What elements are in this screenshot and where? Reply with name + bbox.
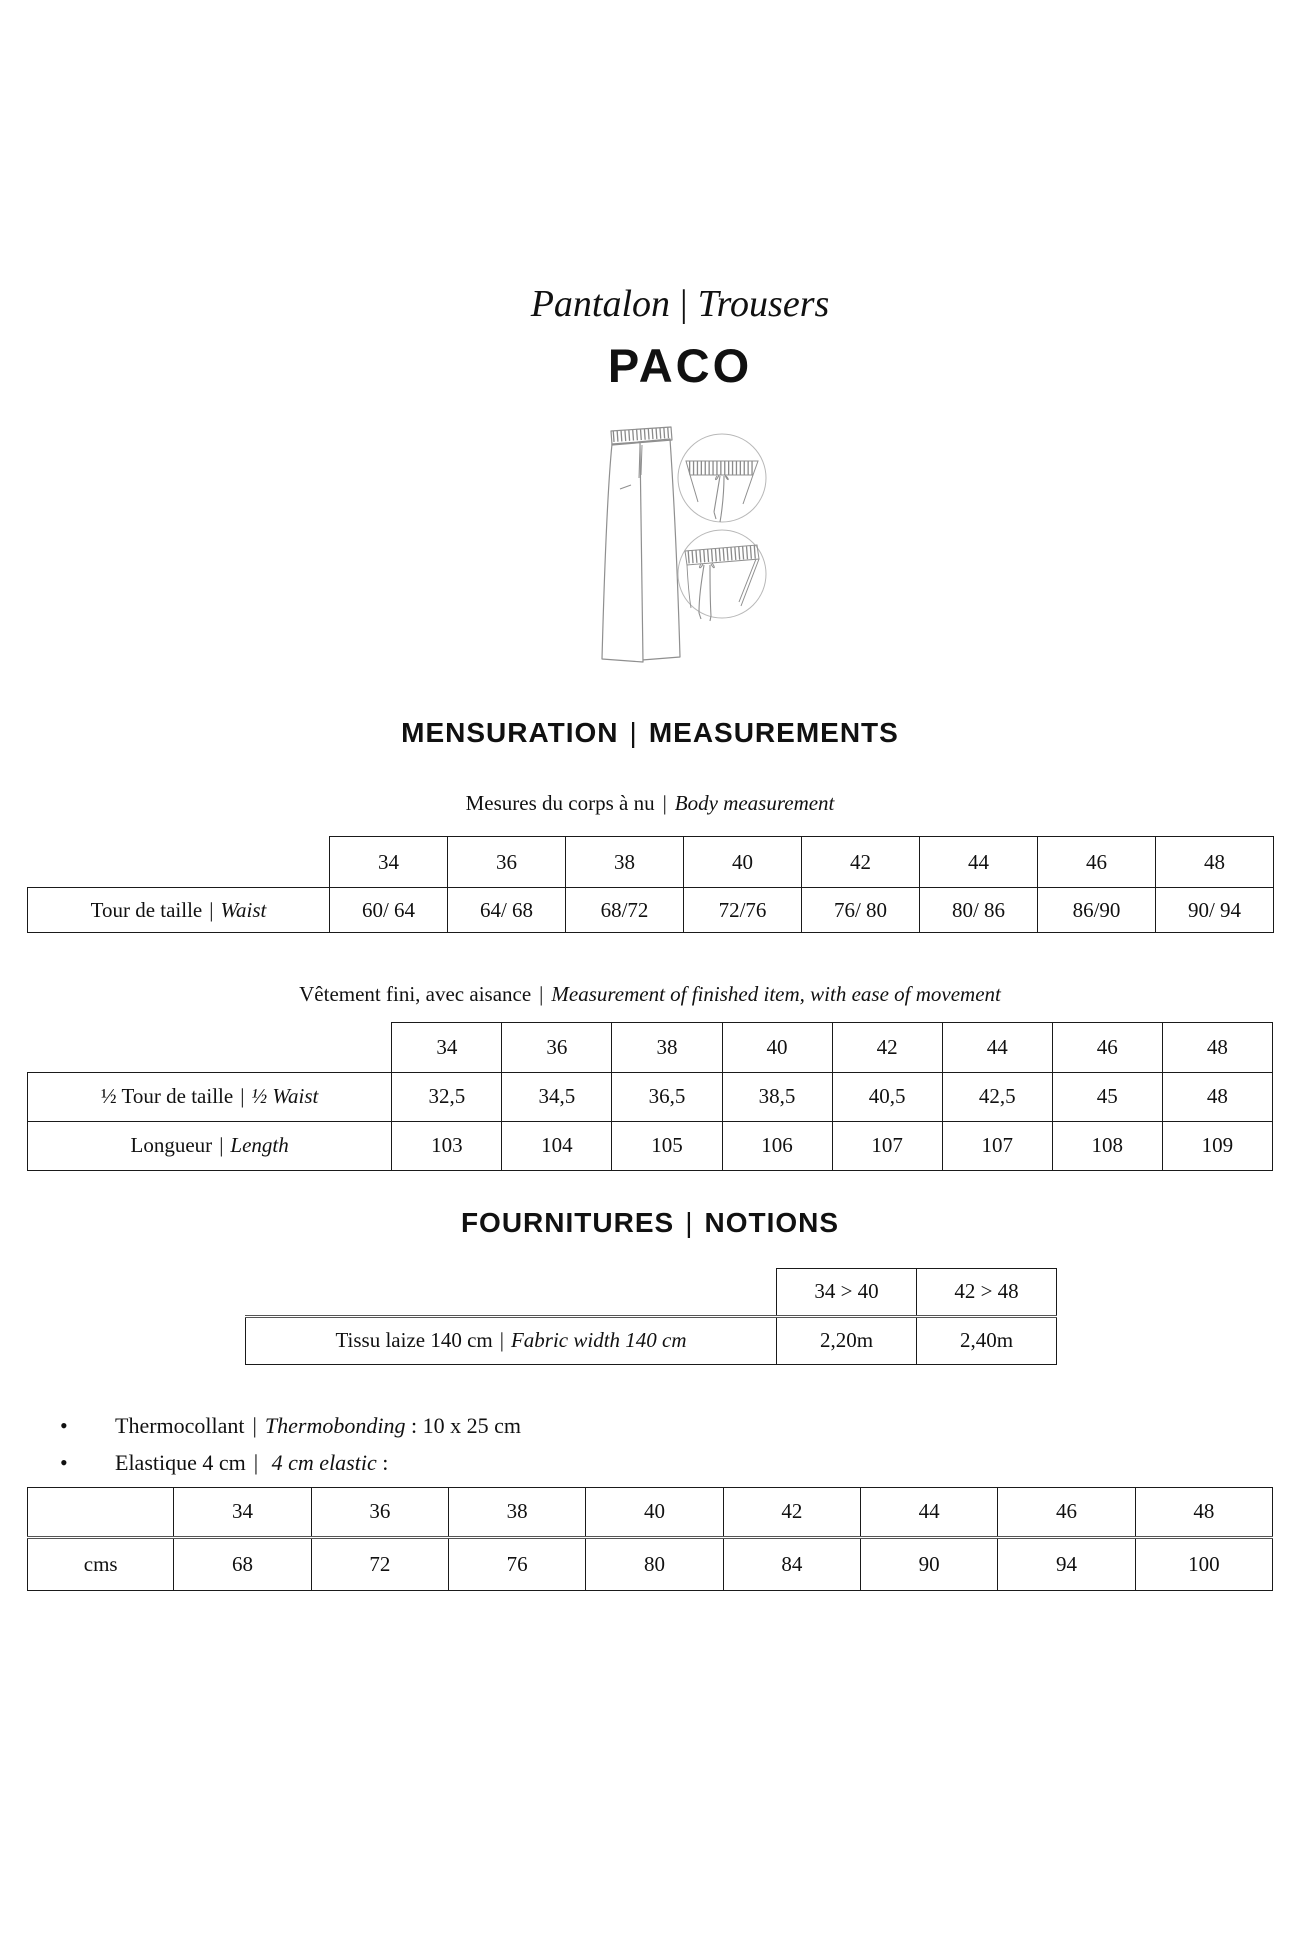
size-header-cell: 46 [1038, 837, 1156, 888]
size-header-row [28, 1022, 1273, 1072]
caption-finished-item [0, 981, 1300, 1007]
size-header-cell: 46 [1052, 1022, 1162, 1072]
heading-measurements-en: MEASUREMENTS [648, 717, 899, 749]
half-waist-value-cell: 32,5 [392, 1072, 502, 1121]
trousers-illustration [590, 426, 770, 676]
caption-finished-en: Measurement of finished item, with ease of movement [551, 982, 1001, 1007]
heading-notions-fr: FOURNITURES [460, 1206, 675, 1238]
row-label-fr: Longueur [130, 1133, 213, 1158]
row-label-length [28, 1121, 392, 1170]
elastic-value-cell: 100 [1135, 1537, 1272, 1590]
empty-corner-cell [246, 1268, 777, 1316]
waist-value-cell: 68/72 [566, 888, 684, 933]
notions-list [60, 1407, 1300, 1481]
empty-corner-cell [28, 837, 330, 888]
list-item-elastic [60, 1444, 1300, 1481]
title-english: Trousers [697, 283, 830, 325]
finished-measurement-table [27, 1022, 1273, 1171]
row-label-en: Length [230, 1133, 289, 1158]
heading-measurements-fr: MENSURATION [401, 717, 619, 749]
size-range-header-cell: 34 > 40 [777, 1268, 917, 1316]
size-header-cell: 38 [566, 837, 684, 888]
notion-en: Thermobonding [264, 1412, 406, 1438]
elastic-value-cell: 84 [723, 1537, 860, 1590]
size-header-cell: 48 [1162, 1022, 1272, 1072]
length-value-cell: 109 [1162, 1121, 1272, 1170]
half-waist-value-cell: 36,5 [612, 1072, 722, 1121]
size-header-cell: 36 [448, 837, 566, 888]
empty-corner-cell [28, 1022, 392, 1072]
caption-finished-fr: Vêtement fini, avec aisance [299, 982, 532, 1007]
half-waist-row [28, 1072, 1273, 1121]
length-value-cell: 106 [722, 1121, 832, 1170]
size-header-cell: 36 [311, 1487, 448, 1537]
row-label-half-waist [28, 1072, 392, 1121]
row-label-cms: cms [28, 1537, 174, 1590]
bullet-icon: • [60, 1412, 68, 1438]
size-header-cell: 48 [1156, 837, 1274, 888]
heading-notions-en: NOTIONS [704, 1206, 840, 1238]
caption-separator: | [539, 982, 544, 1007]
size-header-cell: 34 [174, 1487, 311, 1537]
elastic-value-cell: 90 [860, 1537, 997, 1590]
fabric-requirement-table [245, 1268, 1057, 1365]
row-label-fr: ½ Tour de taille [100, 1084, 234, 1109]
elastic-value-cell: 80 [586, 1537, 723, 1590]
waist-row [28, 888, 1274, 933]
length-value-cell: 105 [612, 1121, 722, 1170]
size-header-cell: 36 [502, 1022, 612, 1072]
label-separator: | [240, 1084, 245, 1109]
fabric-value-cell: 2,20m [777, 1316, 917, 1364]
notion-fr: Thermocollant [115, 1412, 245, 1438]
waist-value-cell: 86/90 [1038, 888, 1156, 933]
size-header-cell: 44 [942, 1022, 1052, 1072]
half-waist-value-cell: 34,5 [502, 1072, 612, 1121]
elastic-value-cell: 76 [449, 1537, 586, 1590]
label-separator: | [253, 1449, 259, 1475]
size-header-cell: 42 [723, 1487, 860, 1537]
waist-value-cell: 72/76 [684, 888, 802, 933]
body-measurement-table [27, 836, 1274, 933]
elastic-length-table [27, 1487, 1273, 1591]
fabric-row [246, 1316, 1057, 1364]
size-header-cell: 40 [684, 837, 802, 888]
row-label-fabric [246, 1316, 777, 1364]
notion-en: 4 cm elastic [266, 1449, 377, 1475]
half-waist-value-cell: 38,5 [722, 1072, 832, 1121]
size-range-header-cell: 42 > 48 [917, 1268, 1057, 1316]
caption-separator: | [662, 791, 667, 816]
pattern-name: PACO [607, 338, 753, 392]
row-label-en: Waist [220, 897, 267, 922]
caption-body-en: Body measurement [674, 791, 835, 816]
half-waist-value-cell: 45 [1052, 1072, 1162, 1121]
size-header-row [28, 837, 1274, 888]
waist-value-cell: 76/ 80 [802, 888, 920, 933]
waist-value-cell: 90/ 94 [1156, 888, 1274, 933]
waist-value-cell: 60/ 64 [330, 888, 448, 933]
length-value-cell: 103 [392, 1121, 502, 1170]
notion-detail: : 10 x 25 cm [405, 1412, 521, 1438]
size-header-cell: 48 [1135, 1487, 1272, 1537]
size-header-row [28, 1487, 1273, 1537]
fabric-value-cell: 2,40m [917, 1316, 1057, 1364]
size-range-header-row [246, 1268, 1057, 1316]
size-header-cell: 40 [586, 1487, 723, 1537]
size-header-cell: 46 [998, 1487, 1135, 1537]
elastic-value-cell: 94 [998, 1537, 1135, 1590]
row-label-en: ½ Waist [251, 1084, 319, 1109]
title-separator: | [680, 283, 688, 325]
title-french: Pantalon [530, 283, 671, 325]
label-separator: | [499, 1328, 504, 1353]
notion-detail: : [376, 1449, 389, 1475]
size-header-cell: 42 [802, 837, 920, 888]
section-heading-notions [0, 1205, 1300, 1240]
empty-header-cell [28, 1487, 174, 1537]
size-header-cell: 38 [449, 1487, 586, 1537]
size-header-cell: 44 [920, 837, 1038, 888]
half-waist-value-cell: 40,5 [832, 1072, 942, 1121]
row-label-waist [28, 888, 330, 933]
illustration-block [0, 426, 1300, 681]
elastic-cms-row [28, 1537, 1273, 1590]
length-row [28, 1121, 1273, 1170]
length-value-cell: 104 [502, 1121, 612, 1170]
length-value-cell: 107 [832, 1121, 942, 1170]
waist-value-cell: 64/ 68 [448, 888, 566, 933]
label-separator: | [252, 1412, 257, 1438]
heading-separator: | [629, 717, 638, 749]
label-separator: | [219, 1133, 224, 1158]
half-waist-value-cell: 48 [1162, 1072, 1272, 1121]
size-header-cell: 44 [860, 1487, 997, 1537]
size-header-cell: 42 [832, 1022, 942, 1072]
list-item-thermobonding [60, 1407, 1300, 1444]
half-waist-value-cell: 42,5 [942, 1072, 1052, 1121]
row-label-fr: Tissu laize 140 cm [335, 1328, 493, 1353]
length-value-cell: 108 [1052, 1121, 1162, 1170]
section-heading-measurements [0, 715, 1300, 750]
size-header-cell: 34 [330, 837, 448, 888]
caption-body-measurement [0, 790, 1300, 816]
heading-separator: | [685, 1206, 694, 1238]
size-header-cell: 38 [612, 1022, 722, 1072]
label-separator: | [209, 897, 214, 922]
length-value-cell: 107 [942, 1121, 1052, 1170]
document-title [0, 283, 1300, 327]
size-header-cell: 40 [722, 1022, 832, 1072]
elastic-value-cell: 68 [174, 1537, 311, 1590]
caption-body-fr: Mesures du corps à nu [465, 791, 655, 816]
waist-value-cell: 80/ 86 [920, 888, 1038, 933]
bullet-icon: • [60, 1449, 68, 1475]
elastic-value-cell: 72 [311, 1537, 448, 1590]
row-label-en: Fabric width 140 cm [510, 1328, 687, 1353]
size-header-cell: 34 [392, 1022, 502, 1072]
row-label-fr: Tour de taille [90, 897, 203, 922]
notion-fr: Elastique 4 cm [115, 1449, 246, 1475]
